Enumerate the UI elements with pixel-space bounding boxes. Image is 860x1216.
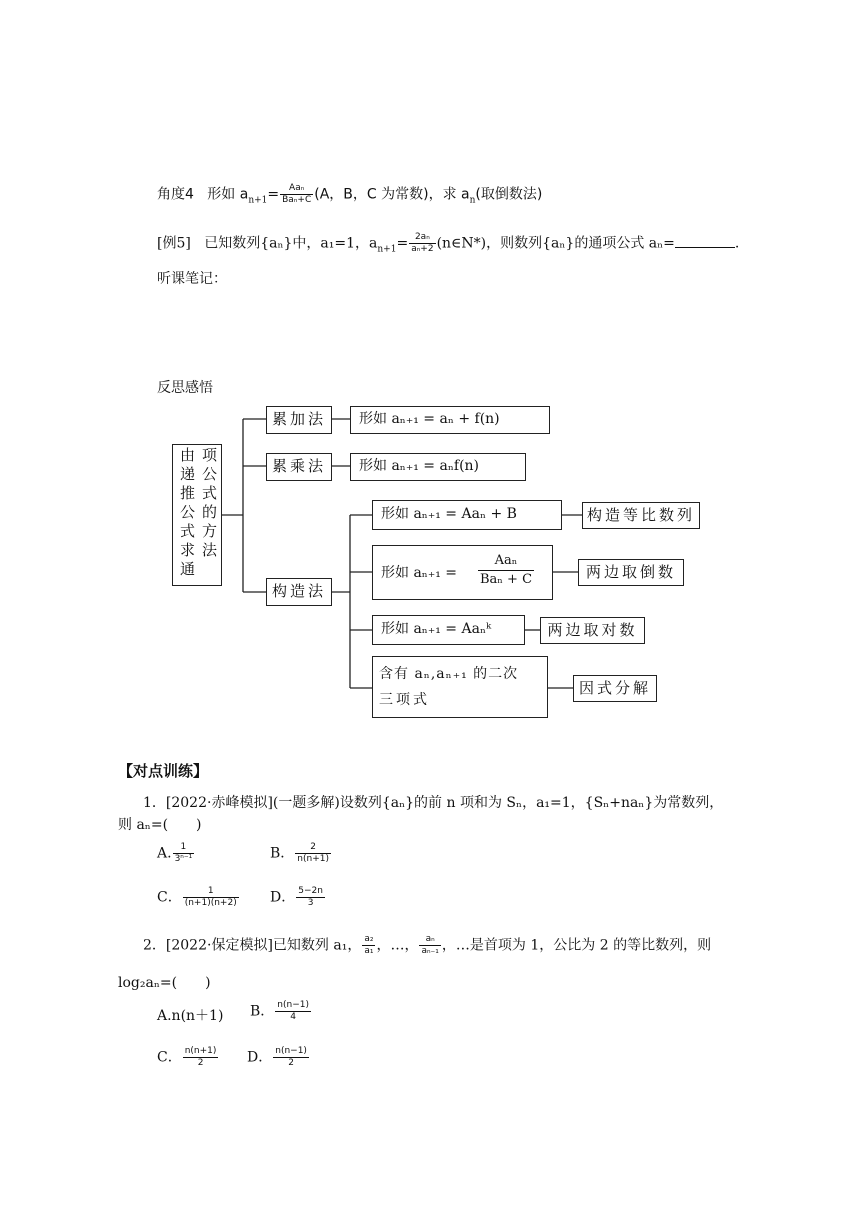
notes-label: 听课笔记： — [157, 271, 227, 287]
q1-opt-b-frac — [295, 842, 331, 865]
q1-opt-c-frac — [183, 886, 239, 909]
q1-opt-a-num: 1 — [173, 842, 195, 854]
q2-opt-b-num: n(n−1) — [277, 1000, 309, 1010]
q1-opt-c-den: (n+1)(n+2) — [184, 898, 237, 908]
q2-frac1 — [362, 934, 375, 957]
q1-opt-c-num: 1 — [183, 886, 239, 898]
angle-eq: = — [267, 186, 280, 203]
method-box-lejia — [266, 406, 332, 434]
q1-option-b[interactable] — [270, 842, 332, 865]
q2-opt-d-num: n(n−1) — [275, 1046, 307, 1056]
q2-opt-a-label: A.n(n＋1) — [157, 1008, 224, 1024]
angle-frac-num: Aaₙ — [280, 183, 313, 195]
q2-opt-d-frac — [273, 1046, 309, 1069]
angle-sub-n: n — [469, 195, 476, 206]
training-heading: 【对点训练】 — [118, 762, 209, 780]
result-3-text: 两边取对数 — [547, 621, 638, 639]
q2-opt-b-frac — [275, 1000, 311, 1023]
form-lecheng-text: 形如 aₙ₊₁ = aₙf(n) — [359, 458, 480, 474]
example-eq: = — [396, 235, 409, 252]
form-box-lejia — [350, 406, 550, 434]
q2-text2: ，…， — [376, 937, 419, 954]
construct-4-line1: 含有 aₙ,aₙ₊₁ 的二次 — [379, 666, 519, 682]
construct-3-text: 形如 aₙ₊₁ = Aaₙᵏ — [381, 621, 492, 637]
q2-option-c[interactable] — [157, 1046, 219, 1069]
angle-text-pre: 形如 a — [207, 186, 249, 203]
example-text2: (n∈N*)，则数列{aₙ}的通项公式 aₙ= — [436, 235, 675, 252]
q1-opt-a-den: 3ⁿ⁻¹ — [174, 854, 193, 864]
q1-option-a[interactable] — [157, 842, 195, 865]
construct-1-text: 形如 aₙ₊₁ = Aaₙ + B — [381, 506, 517, 522]
construct-box-4 — [372, 656, 548, 718]
q1-opt-b-num: 2 — [295, 842, 331, 854]
example-end: . — [734, 235, 740, 252]
example-sub: n+1 — [377, 244, 397, 255]
result-4-text: 因式分解 — [578, 679, 651, 697]
result-box-3 — [540, 617, 645, 644]
method-box-lecheng — [266, 453, 332, 481]
angle-frac-den: Baₙ+C — [282, 195, 312, 205]
q2-line2: log₂aₙ=( ) — [118, 975, 211, 991]
q2-option-a[interactable] — [157, 1005, 223, 1025]
q1-opt-b-den: n(n+1) — [297, 854, 329, 864]
q2-frac1-num: a₂ — [364, 934, 374, 944]
q2-frac2-num: aₙ — [419, 934, 440, 946]
example-frac-den: aₙ+2 — [411, 244, 434, 254]
example-text1: 已知数列{aₙ}中，a₁=1，a — [204, 235, 378, 252]
q1-line1: 1．[2022·赤峰模拟](一题多解)设数列{aₙ}的前 n 项和为 Sₙ，a₁=1，{Sₙ+naₙ}为常数列， — [143, 795, 724, 811]
form-lejia-text: 形如 aₙ₊₁ = aₙ + f(n) — [359, 411, 500, 427]
q1-opt-a-frac — [173, 842, 195, 865]
result-2-text: 两边取倒数 — [585, 563, 676, 581]
result-box-4 — [573, 675, 657, 702]
form-box-lecheng — [350, 453, 526, 481]
q2-opt-b-den: 4 — [290, 1012, 297, 1022]
construct-box-3 — [372, 615, 525, 645]
q1-option-c[interactable] — [157, 886, 240, 909]
root-box — [172, 444, 222, 586]
reflection-label: 反思感悟 — [157, 380, 213, 396]
construct-2-pre: 形如 aₙ₊₁ = — [381, 565, 458, 581]
q1-line2: 则 aₙ=( ) — [118, 817, 202, 833]
construct-2-num: Aaₙ — [478, 552, 534, 571]
root-col1: 由递推公式求通 — [178, 447, 196, 580]
angle-text-post: (取倒数法) — [475, 186, 543, 203]
q2-opt-c-frac — [183, 1046, 219, 1069]
q2-opt-d-den: 2 — [288, 1058, 294, 1068]
q2-text1: 2．[2022·保定模拟]已知数列 a₁， — [143, 937, 362, 954]
method-gouzao-label: 构造法 — [271, 582, 326, 600]
method-lecheng-label: 累乘法 — [271, 457, 326, 475]
q1-opt-d-frac — [296, 886, 325, 909]
result-box-2 — [578, 559, 684, 586]
q2-opt-c-num: n(n+1) — [184, 1046, 217, 1056]
construct-4-line2: 三项式 — [379, 692, 430, 708]
q2-frac1-den: a₁ — [364, 946, 374, 956]
q2-text3: ，…是首项为 1，公比为 2 的等比数列，则 — [441, 937, 712, 954]
q2-frac2 — [419, 934, 440, 957]
method-lejia-label: 累加法 — [271, 410, 326, 428]
q1-opt-b-label: B． — [270, 845, 295, 862]
q2-opt-c-label: C． — [157, 1049, 182, 1066]
result-1-text: 构造等比数列 — [586, 506, 695, 524]
q1-opt-c-label: C． — [157, 889, 182, 906]
q2-opt-b-label: B． — [250, 1003, 275, 1020]
angle-text-mid: (A，B，C 为常数)，求 a — [314, 186, 470, 203]
q1-opt-a-label: A. — [157, 845, 172, 862]
construct-2-fraction — [478, 552, 534, 589]
q1-opt-d-num: 5−2n — [298, 886, 323, 896]
q1-opt-d-label: D． — [270, 889, 296, 906]
q2-frac2-den: aₙ₋₁ — [421, 946, 439, 956]
q2-option-b[interactable] — [250, 1000, 312, 1023]
q2-opt-d-label: D． — [247, 1049, 273, 1066]
q2-line1 — [143, 934, 711, 957]
q1-opt-d-den: 3 — [307, 898, 314, 908]
angle-sub: n+1 — [248, 195, 268, 206]
construct-2-den: Baₙ + C — [480, 572, 533, 587]
construct-box-2 — [372, 545, 553, 600]
q1-option-d[interactable] — [270, 886, 326, 909]
root-col2: 项公式的方法 — [200, 447, 218, 561]
q2-opt-c-den: 2 — [197, 1058, 204, 1068]
angle-label: 角度4 — [157, 186, 194, 203]
method-box-gouzao — [266, 578, 332, 606]
construct-box-1 — [372, 500, 562, 530]
example-frac-num: 2aₙ — [409, 232, 435, 244]
example-label: [例5] — [157, 235, 191, 252]
result-box-1 — [582, 502, 700, 529]
q2-option-d[interactable] — [247, 1046, 310, 1069]
